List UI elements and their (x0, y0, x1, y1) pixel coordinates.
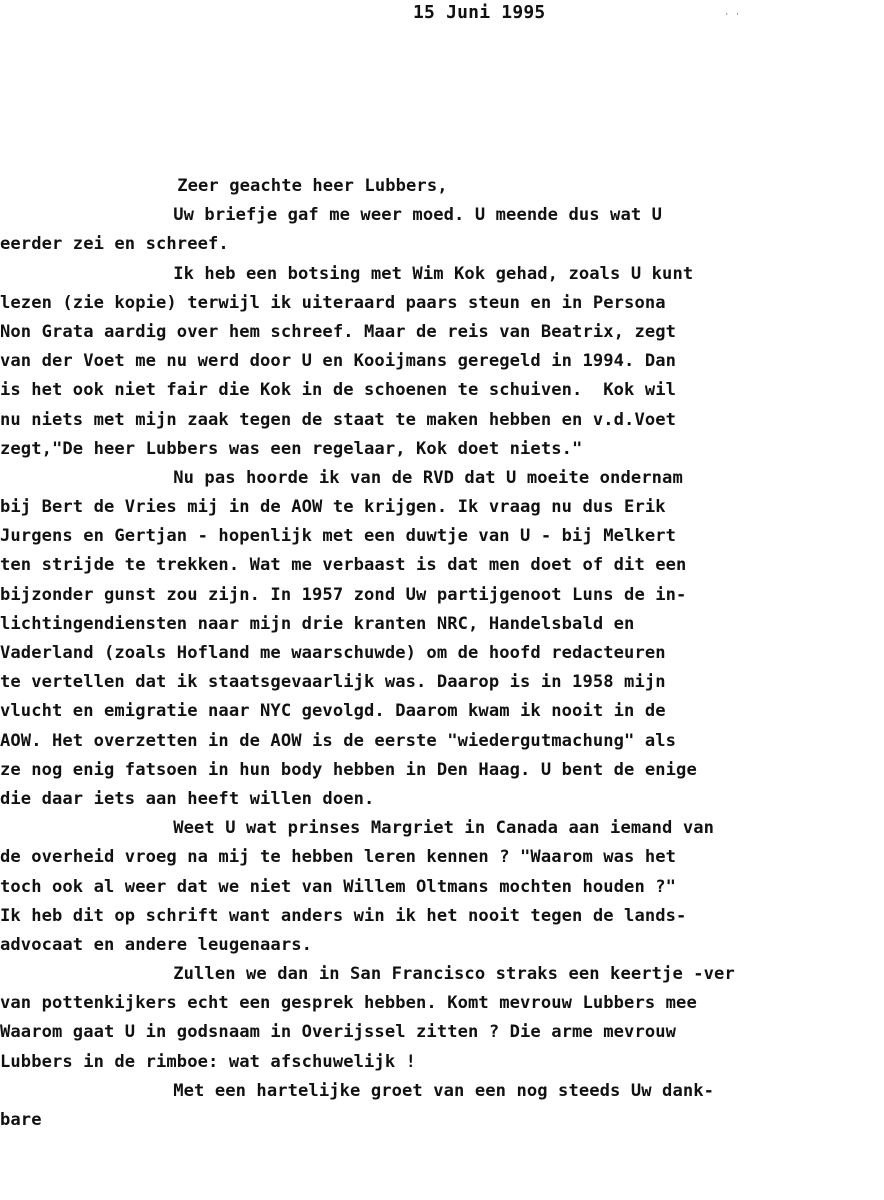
scan-speck: · · (724, 10, 741, 20)
salutation-line: Zeer geachte heer Lubbers, (177, 176, 448, 196)
letter-line: Zullen we dan in San Francisco straks een keertje -ver (173, 964, 735, 985)
letter-line: Lubbers in de rimboe: wat afschuwelijk ! (0, 1051, 417, 1072)
letter-line: ze nog enig fatsoen in hun body hebben in Den Haag. U bent de enige (0, 759, 697, 780)
letter-line: toch ook al weer dat we niet van Willem Oltmans mochten houden ?" (0, 876, 677, 897)
letter-line: van der Voet me nu werd door U en Kooijmans geregeld in 1994. Dan (0, 351, 677, 372)
letter-line: Nu pas hoorde ik van de RVD dat U moeite ondernam (173, 467, 683, 488)
letter-line: is het ook niet fair die Kok in de schoenen te schuiven. Kok wil (0, 380, 677, 401)
letter-line: Non Grata aardig over hem schreef. Maar de reis van Beatrix, zegt (0, 321, 677, 342)
letter-date: 15 Juni 1995 (413, 2, 546, 23)
letter-line: van pottenkijkers echt een gesprek hebben. Komt mevrouw Lubbers mee (0, 993, 697, 1014)
letter-line: advocaat en andere leugenaars. (0, 934, 313, 955)
letter-line: ten strijde te trekken. Wat me verbaast is dat men doet of dit een (0, 555, 687, 576)
letter-line: eerder zei en schreef. (0, 234, 229, 255)
letter-line: Weet U wat prinses Margriet in Canada aan iemand van (173, 818, 715, 839)
letter-line: vlucht en emigratie naar NYC gevolgd. Daarom kwam ik nooit in de (0, 701, 666, 722)
letter-line: bare (0, 1110, 42, 1130)
letter-line: nu niets met mijn zaak tegen de staat te maken hebben en v.d.Voet (0, 409, 677, 430)
letter-line: Vaderland (zoals Hofland me waarschuwde) om de hoofd redacteuren (0, 643, 666, 663)
letter-line: Waarom gaat U in godsnaam in Overijssel zitten ? Die arme mevrouw (0, 1022, 677, 1043)
letter-line: die daar iets aan heeft willen doen. (0, 788, 375, 809)
letter-line: Uw briefje gaf me weer moed. U meende dus wat U (173, 205, 663, 226)
letter-line: bij Bert de Vries mij in de AOW te krijgen. Ik vraag nu dus Erik (0, 497, 666, 518)
letter-line: Ik heb dit op schrift want anders win ik het nooit tegen de lands- (0, 905, 687, 926)
letter-line: Met een hartelijke groet van een nog steeds Uw dank- (173, 1080, 715, 1101)
letter-line: te vertellen dat ik staatsgevaarlijk was. Daarop is in 1958 mijn (0, 672, 666, 693)
letter-line: Ik heb een botsing met Wim Kok gehad, zoals U kunt (173, 263, 694, 284)
letter-line: lichtingendiensten naar mijn drie kranten NRC, Handelsbald en (0, 613, 635, 634)
letter-line: Jurgens en Gertjan - hopenlijk met een duwtje van U - bij Melkert (0, 526, 677, 547)
letter-line: lezen (zie kopie) terwijl ik uiteraard paars steun en in Persona (0, 292, 666, 313)
letter-line: bijzonder gunst zou zijn. In 1957 zond Uw partijgenoot Luns de in- (0, 584, 687, 605)
letter-line: zegt,"De heer Lubbers was een regelaar, Kok doet niets." (0, 438, 583, 459)
letter-line: AOW. Het overzetten in de AOW is de eerste "wiedergutmachung" als (0, 730, 677, 751)
letter-body (0, 172, 884, 1135)
letter-line: de overheid vroeg na mij te hebben leren kennen ? "Waarom was het (0, 847, 677, 868)
